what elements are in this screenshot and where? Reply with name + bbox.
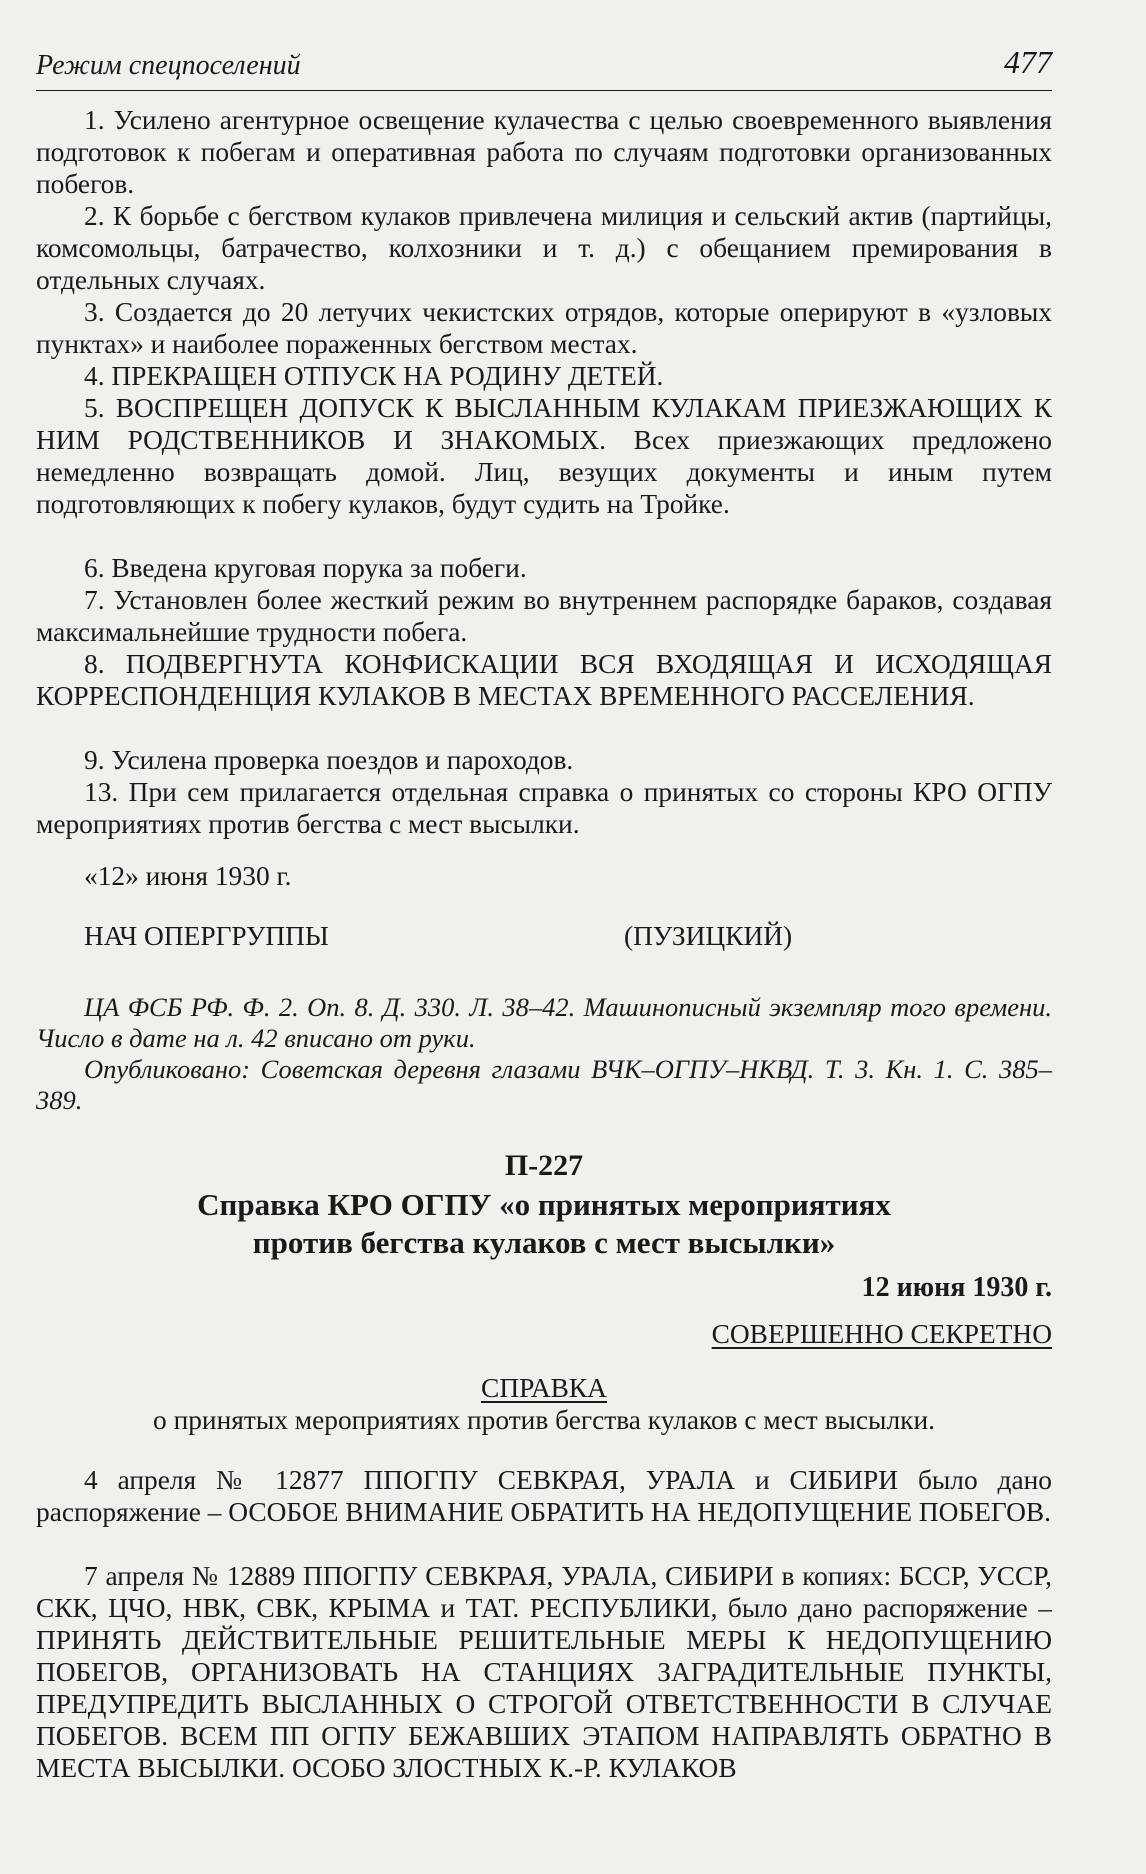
book-page	[36, 40, 1052, 1840]
classification-stamp: СОВЕРШЕННО СЕКРЕТНО	[711, 1319, 1052, 1349]
paragraph-april-4: 4 апреля № 12877 ППОГПУ СЕВКРАЯ, УРАЛА и СИБИРИ было дано распоряжение – ОСОБОЕ ВНИМАНИЕ ОБРАТИТЬ НА НЕДОПУЩЕНИЕ ПОБЕГОВ.	[36, 1465, 1052, 1527]
list-item-4: 4. ПРЕКРАЩЕН ОТПУСК НА РОДИНУ ДЕТЕЙ.	[84, 361, 664, 391]
list-item-2: 2. К борьбе с бегством кулаков привлечена милиция и сельский актив (партийцы, комсомольцы, батрачество, колхозники и т. д.) с обещанием премирования в отдельных случаях.	[36, 201, 1052, 295]
document-title-line-1: Справка КРО ОГПУ «о принятых мероприятиях	[197, 1187, 891, 1222]
document-heading: СПРАВКА	[481, 1373, 607, 1403]
list-item-1: 1. Усилено агентурное освещение кулачества с целью своевременного выявления подготовок к побегам и оперативная работа по случаям подготовки организованных побегов.	[36, 105, 1052, 199]
list-item-13: 13. При сем прилагается отдельная справка о принятых со стороны КРО ОГПУ мероприятиях против бегства с мест высылки.	[36, 777, 1052, 839]
running-head	[36, 40, 1052, 91]
running-head-title: Режим спецпоселений	[36, 50, 301, 81]
signature-position: НАЧ ОПЕРГРУППЫ	[84, 921, 329, 951]
signature-name: (ПУЗИЦКИЙ)	[624, 921, 793, 951]
list-item-6: 6. Введена круговая порука за побеги.	[84, 553, 527, 583]
list-item-7: 7. Установлен более жесткий режим во внутреннем распорядке бараков, создавая максимальнейшие трудности побега.	[36, 585, 1052, 647]
page-number: 477	[1004, 44, 1052, 80]
document-title-line-2: против бегства кулаков с мест высылки»	[252, 1225, 836, 1260]
document-number: П-227	[504, 1149, 584, 1182]
document-date: 12 июня 1930 г.	[861, 1272, 1052, 1303]
list-item-3: 3. Создается до 20 летучих чекистских отрядов, которые оперируют в «узловых пунктах» и наиболее пораженных бегством местах.	[36, 297, 1052, 359]
list-item-8: 8. ПОДВЕРГНУТА КОНФИСКАЦИИ ВСЯ ВХОДЯЩАЯ И ИСХОДЯЩАЯ КОРРЕСПОНДЕНЦИЯ КУЛАКОВ В МЕСТАХ ВРЕМЕННОГО РАССЕЛЕНИЯ.	[36, 649, 1052, 711]
document-subheading: о принятых мероприятиях против бегства кулаков с мест высылки.	[153, 1405, 935, 1435]
letter-date: «12» июня 1930 г.	[84, 861, 292, 891]
list-item-9: 9. Усилена проверка поездов и пароходов.	[84, 745, 574, 775]
publication-reference: Опубликовано: Советская деревня глазами ВЧК–ОГПУ–НКВД. Т. 3. Кн. 1. С. 385–389.	[36, 1054, 1052, 1115]
archival-source: ЦА ФСБ РФ. Ф. 2. Оп. 8. Д. 330. Л. 38–42. Машинописный экземпляр того времени. Число в дате на л. 42 вписано от руки.	[36, 992, 1052, 1053]
paragraph-april-7: 7 апреля № 12889 ППОГПУ СЕВКРАЯ, УРАЛА, СИБИРИ в копиях: БССР, УССР, СКК, ЦЧО, НВК, СВК, КРЫМА и ТАТ. РЕСПУБЛИКИ, было дано распоряжение – ПРИНЯТЬ ДЕЙСТВИТЕЛЬНЫЕ РЕШИТЕЛЬНЫЕ МЕРЫ К НЕДОПУЩЕНИЮ ПОБЕГОВ, ОРГАНИЗОВАТЬ НА СТАНЦИЯХ ЗАГРАДИТЕЛЬНЫЕ ПУНКТЫ, ПРЕДУПРЕДИТЬ ВЫСЛАННЫХ О СТРОГОЙ ОТВЕТСТВЕННОСТИ В СЛУЧАЕ ПОБЕГОВ. ВСЕМ ПП ОГПУ БЕЖАВШИХ ЭТАПОМ НАПРАВЛЯТЬ ОБРАТНО В МЕСТА ВЫСЫЛКИ. ОСОБО ЗЛОСТНЫХ К.-Р. КУЛАКОВ	[36, 1561, 1052, 1783]
list-item-5: 5. ВОСПРЕЩЕН ДОПУСК К ВЫСЛАННЫМ КУЛАКАМ ПРИЕЗЖАЮЩИХ К НИМ РОДСТВЕННИКОВ И ЗНАКОМЫХ. Всех приезжающих предложено немедленно возвращать домой. Лиц, везущих документы и иным путем подготовляющих к побегу кулаков, будут судить на Тройке.	[36, 393, 1052, 519]
